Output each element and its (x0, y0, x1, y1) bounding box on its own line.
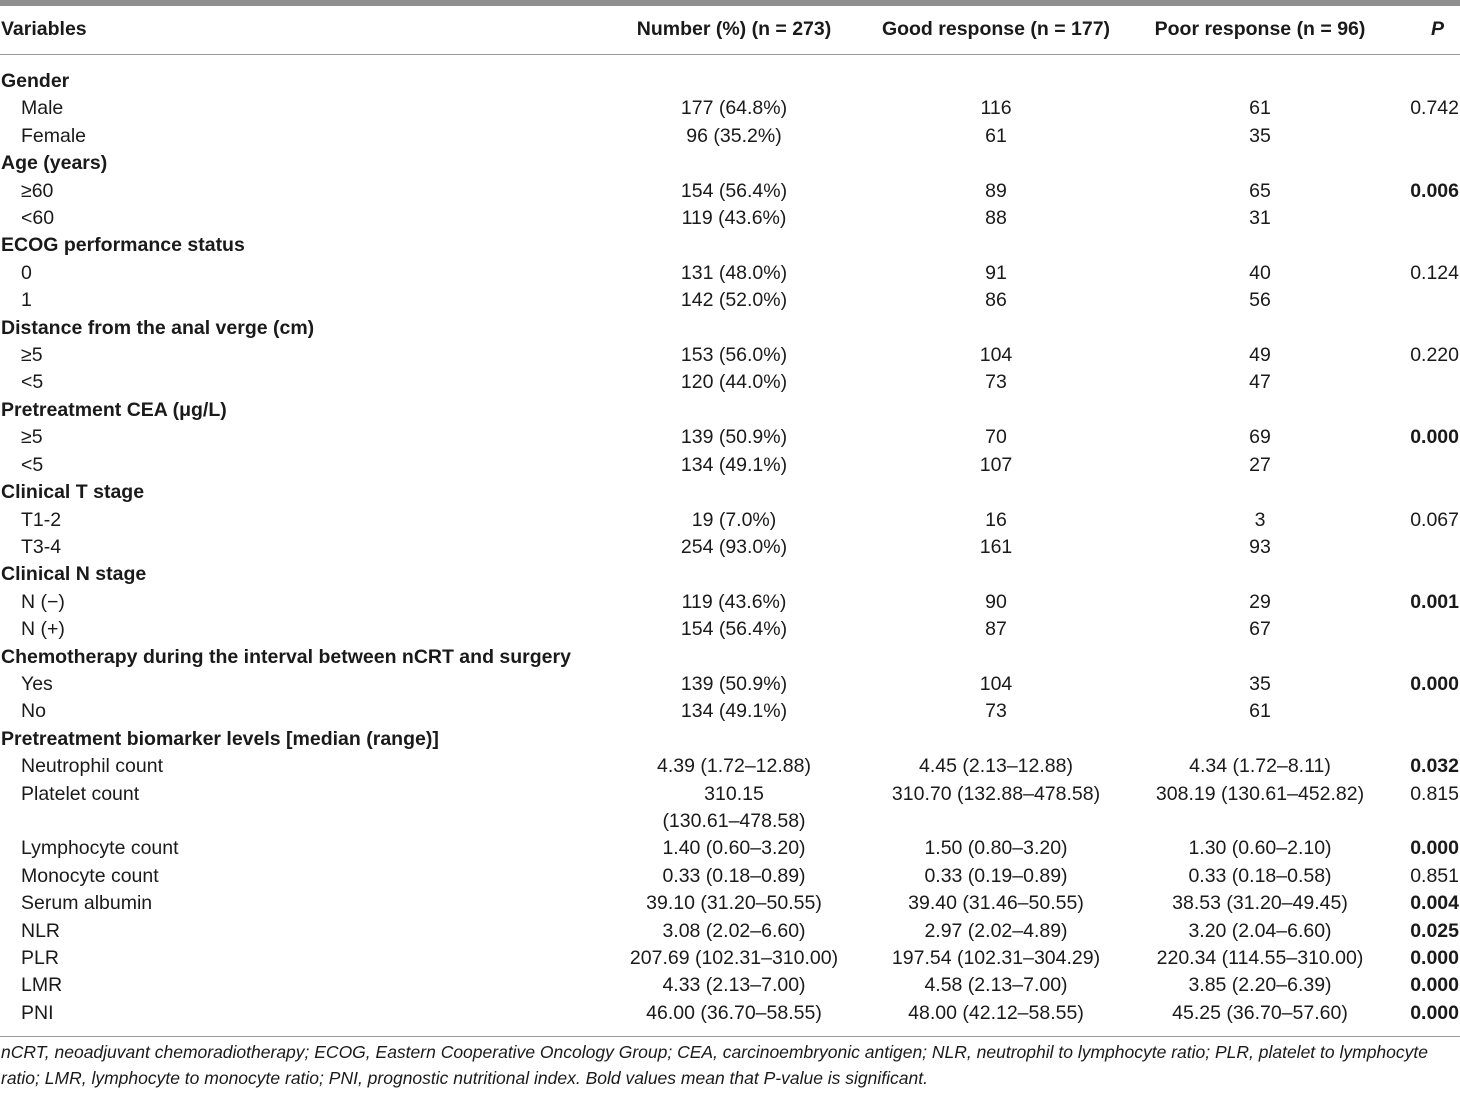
cell-good: 39.40 (31.46–50.55) (908, 892, 1084, 915)
row-label: ≥5 (21, 426, 43, 449)
row-label: No (21, 700, 46, 723)
cell-poor: 40 (1249, 261, 1271, 284)
cell-poor: 308.19 (130.61–452.82) (1155, 782, 1365, 805)
cell-good: 73 (985, 371, 1007, 394)
cell-number: 120 (44.0%) (680, 371, 788, 394)
table-row (0, 753, 1460, 780)
table-row (0, 205, 1460, 232)
cell-p: 0.025 (1410, 919, 1459, 942)
characteristics-table (0, 6, 1460, 1091)
cell-good: 89 (985, 179, 1007, 202)
cell-good: 88 (985, 207, 1007, 230)
cell-number: 207.69 (102.31–310.00) (629, 947, 839, 969)
cell-p (1392, 205, 1460, 232)
cell-p: 0.032 (1410, 755, 1459, 778)
cell-p (1392, 123, 1460, 150)
group-row-n-stage (0, 561, 1460, 588)
cell-number: 154 (56.4%) (680, 179, 788, 202)
group-row-age (0, 150, 1460, 177)
group-label: Age (years) (1, 152, 108, 175)
cell-poor: 61 (1249, 97, 1271, 120)
cell-number: 46.00 (36.70–58.55) (646, 1001, 822, 1024)
cell-number-line-2: (130.61–478.58) (662, 809, 806, 832)
cell-good: 90 (985, 590, 1007, 613)
cell-good: 310.70 (132.88–478.58) (891, 782, 1101, 805)
cell-poor: 1.30 (0.60–2.10) (1188, 837, 1332, 860)
cell-good: 48.00 (42.12–58.55) (908, 1001, 1084, 1024)
cell-number: 142 (52.0%) (680, 289, 788, 312)
cell-number: 3.08 (2.02–6.60) (662, 919, 806, 942)
cell-number: 119 (43.6%) (681, 590, 787, 613)
table-row (0, 287, 1460, 314)
cell-good: 1.50 (0.80–3.20) (924, 837, 1068, 860)
group-row-cea (0, 397, 1460, 424)
group-row-biomarkers (0, 726, 1460, 753)
cell-poor: 45.25 (36.70–57.60) (1172, 1001, 1348, 1024)
table-row (0, 260, 1460, 287)
cell-p: 0.006 (1410, 179, 1459, 202)
row-label: Female (21, 124, 87, 147)
cell-p: 0.000 (1410, 837, 1459, 860)
cell-poor: 35 (1249, 124, 1271, 147)
table-row (0, 918, 1460, 945)
cell-number: 119 (43.6%) (681, 207, 787, 230)
row-label: ≥60 (21, 179, 54, 202)
row-label: 0 (21, 261, 32, 284)
table-row (0, 671, 1460, 698)
cell-p: 0.000 (1410, 426, 1459, 449)
cell-number-line-1: 310.15 (704, 782, 764, 805)
row-label: PNI (21, 1001, 54, 1024)
cell-poor: 49 (1249, 344, 1271, 367)
header-variables: Variables (0, 6, 604, 55)
footnote-row (0, 1037, 1460, 1092)
table-row (0, 507, 1460, 534)
group-label: ECOG performance status (1, 234, 245, 257)
group-row-chemotherapy (0, 644, 1460, 671)
cell-poor: 61 (1249, 700, 1271, 723)
cell-p: 0.000 (1410, 974, 1459, 997)
cell-number: 1.40 (0.60–3.20) (662, 837, 806, 860)
cell-p (1392, 287, 1460, 314)
row-label: Monocyte count (21, 864, 159, 887)
cell-poor: 35 (1249, 672, 1271, 695)
table-row (0, 178, 1460, 205)
row-label: Platelet count (21, 782, 140, 805)
table-row (0, 890, 1460, 917)
cell-good: 91 (985, 261, 1007, 284)
cell-p (1392, 698, 1460, 725)
cell-number: 254 (93.0%) (680, 535, 788, 558)
cell-poor: 3 (1254, 508, 1266, 531)
table-row (0, 863, 1460, 890)
cell-poor: 47 (1249, 371, 1271, 394)
cell-good: 86 (985, 289, 1007, 312)
cell-good: 116 (980, 97, 1012, 120)
row-label: Yes (21, 672, 53, 695)
cell-p: 0.220 (1410, 344, 1459, 367)
cell-good: 197.54 (102.31–304.29) (891, 947, 1101, 969)
cell-poor: 27 (1249, 453, 1271, 476)
table-row (0, 972, 1460, 999)
header-p-value: P (1392, 6, 1460, 55)
cell-poor: 0.33 (0.18–0.58) (1188, 864, 1332, 887)
cell-poor: 69 (1249, 426, 1271, 449)
cell-good: 0.33 (0.19–0.89) (924, 864, 1068, 887)
cell-p (1392, 534, 1460, 561)
cell-number: 139 (50.9%) (680, 426, 788, 449)
cell-good: 4.58 (2.13–7.00) (924, 974, 1068, 997)
group-row-distance (0, 315, 1460, 342)
cell-good: 16 (985, 508, 1007, 531)
cell-p: 0.000 (1410, 672, 1459, 695)
group-label: Chemotherapy during the interval between nCRT and surgery (1, 645, 571, 668)
row-label: <5 (21, 453, 44, 476)
table-row (0, 123, 1460, 150)
header-good-response: Good response (n = 177) (864, 6, 1128, 55)
cell-p (1392, 369, 1460, 396)
cell-poor: 220.34 (114.55–310.00) (1156, 947, 1364, 969)
table-row (0, 781, 1460, 836)
cell-good: 61 (985, 124, 1007, 147)
row-label: N (−) (21, 590, 65, 613)
group-row-ecog (0, 232, 1460, 259)
row-label: T1-2 (21, 508, 62, 531)
row-label: PLR (21, 947, 59, 969)
cell-poor: 67 (1249, 618, 1271, 641)
row-label: 1 (21, 289, 32, 312)
group-label: Clinical N stage (1, 563, 147, 586)
row-label: Neutrophil count (21, 755, 164, 778)
cell-good: 4.45 (2.13–12.88) (919, 755, 1073, 778)
cell-good: 104 (979, 344, 1013, 367)
cell-number: 134 (49.1%) (680, 453, 788, 476)
cell-p: 0.815 (1410, 782, 1459, 805)
cell-number: 131 (48.0%) (680, 261, 788, 284)
group-label: Distance from the anal verge (cm) (1, 316, 315, 339)
row-label: Serum albumin (21, 892, 153, 915)
row-label: T3-4 (21, 535, 62, 558)
header-poor-response: Poor response (n = 96) (1128, 6, 1392, 55)
row-label: <5 (21, 371, 44, 394)
cell-number: 0.33 (0.18–0.89) (662, 864, 806, 887)
group-label: Gender (1, 70, 70, 92)
cell-number: 4.33 (2.13–7.00) (662, 974, 806, 997)
cell-number: 139 (50.9%) (680, 672, 788, 695)
cell-good: 107 (979, 453, 1013, 476)
cell-poor: 3.85 (2.20–6.39) (1188, 974, 1332, 997)
table-row (0, 424, 1460, 451)
cell-p (1392, 616, 1460, 643)
row-label: LMR (21, 974, 63, 997)
table-row (0, 369, 1460, 396)
cell-number: 96 (35.2%) (686, 124, 782, 147)
cell-good: 2.97 (2.02–4.89) (924, 919, 1068, 942)
group-row-gender (0, 55, 1460, 96)
group-label: Clinical T stage (1, 481, 145, 504)
cell-p: 0.004 (1410, 892, 1459, 915)
row-label: N (+) (21, 618, 65, 641)
table-row (0, 534, 1460, 561)
row-label: Male (21, 97, 64, 120)
cell-number: 4.39 (1.72–12.88) (657, 755, 811, 778)
cell-poor: 65 (1249, 179, 1271, 202)
table-row (0, 452, 1460, 479)
table-footnote: nCRT, neoadjuvant chemoradiotherapy; ECOG, Eastern Cooperative Oncology Group; CEA, carcinoembryonic antigen; NLR, neutrophil to lymphocyte ratio; PLR, platelet to lymphocyte ratio; LMR, lymphocyte to monocyte ratio; PNI, prognostic nutritional index. Bold values mean that P-value is significant. (0, 1037, 1460, 1092)
table-row (0, 1000, 1460, 1037)
cell-poor: 3.20 (2.04–6.60) (1188, 919, 1332, 942)
row-label: ≥5 (21, 344, 43, 367)
cell-number: 153 (56.0%) (680, 344, 788, 367)
group-label: Pretreatment CEA (μg/L) (1, 398, 227, 421)
cell-number: 134 (49.1%) (680, 700, 788, 723)
row-label: Lymphocyte count (21, 837, 179, 860)
cell-good: 73 (985, 700, 1007, 723)
row-label: <60 (21, 207, 55, 230)
table-row (0, 835, 1460, 862)
table-row (0, 342, 1460, 369)
cell-good: 161 (979, 535, 1013, 558)
cell-poor: 31 (1249, 207, 1271, 230)
cell-number (604, 781, 864, 836)
cell-number: 19 (7.0%) (691, 508, 777, 531)
cell-p: 0.001 (1410, 590, 1459, 613)
cell-good: 104 (979, 672, 1013, 695)
cell-number: 39.10 (31.20–50.55) (646, 892, 822, 915)
cell-poor: 4.34 (1.72–8.11) (1189, 755, 1331, 778)
header-row (0, 6, 1460, 55)
cell-p: 0.000 (1410, 947, 1459, 969)
cell-p (1392, 452, 1460, 479)
cell-number: 154 (56.4%) (680, 618, 788, 641)
cell-p: 0.124 (1410, 261, 1459, 284)
group-label: Pretreatment biomarker levels [median (range)] (1, 727, 439, 750)
cell-poor: 38.53 (31.20–49.45) (1172, 892, 1348, 915)
row-label: NLR (21, 919, 61, 942)
cell-number: 177 (64.8%) (680, 97, 788, 120)
cell-p: 0.742 (1410, 97, 1459, 120)
header-number: Number (%) (n = 273) (604, 6, 864, 55)
table-row (0, 945, 1460, 972)
cell-poor: 93 (1249, 535, 1271, 558)
cell-good: 70 (985, 426, 1007, 449)
table-row (0, 616, 1460, 643)
table-row (0, 698, 1460, 725)
group-row-t-stage (0, 479, 1460, 506)
cell-p: 0.067 (1410, 508, 1459, 531)
cell-p: 0.851 (1410, 864, 1459, 887)
cell-p: 0.000 (1410, 1001, 1459, 1024)
table-row (0, 95, 1460, 122)
cell-poor: 29 (1249, 590, 1271, 613)
cell-good: 87 (985, 618, 1007, 641)
cell-poor: 56 (1249, 289, 1271, 312)
table-row (0, 589, 1460, 616)
